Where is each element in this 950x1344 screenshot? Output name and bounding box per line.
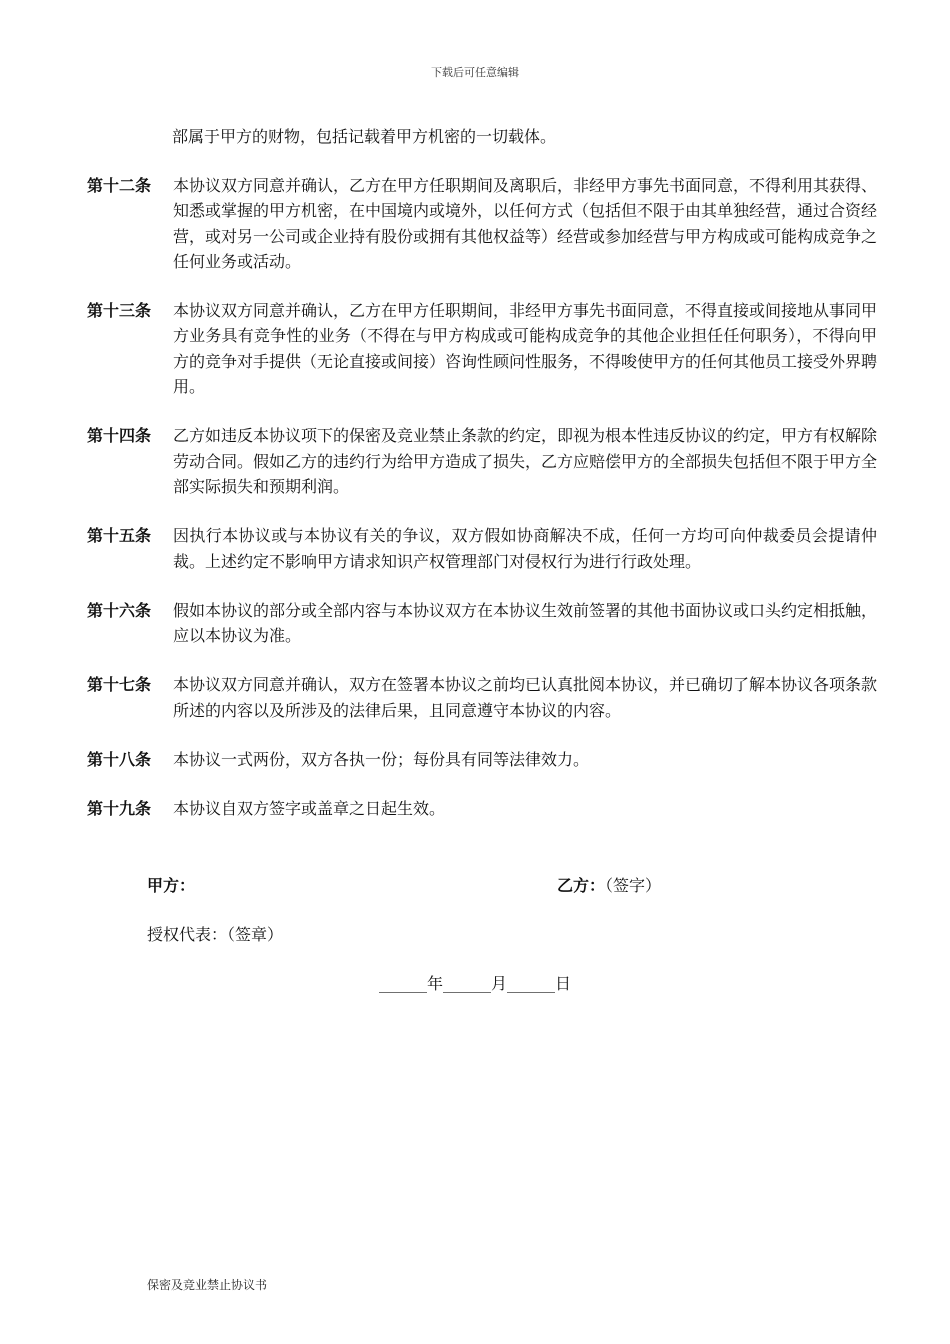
authorized-representative: 授权代表：（签章）: [147, 925, 284, 944]
party-a-label: 甲方：: [147, 876, 196, 895]
clause-label: 第十四条: [87, 426, 152, 446]
party-b-label: 乙方：: [557, 876, 606, 895]
clause-text: 本协议一式两份，双方各执一份；每份具有同等法律效力。: [173, 750, 590, 770]
document-footer-title: 保密及竞业禁止协议书: [147, 1278, 268, 1292]
date-line: ______年______月______日: [378, 974, 571, 993]
clause-13: [87, 298, 877, 399]
clause-12: [87, 173, 877, 274]
clause-label: 第十九条: [87, 799, 152, 819]
clause-text: 因执行本协议或与本协议有关的争议，双方假如协商解决不成，任何一方均可向仲裁委员会提请仲裁。上述约定不影响甲方请求知识产权管理部门对侵权行为进行行政处理。: [173, 526, 877, 571]
party-a-signature: [147, 873, 195, 896]
clause-label: 第十七条: [87, 675, 152, 695]
clause-text: 假如本协议的部分或全部内容与本协议双方在本协议生效前签署的其他书面协议或口头约定相抵触，应以本协议为准。: [173, 600, 878, 646]
party-b-signature: [557, 873, 661, 896]
clause-text: 本协议双方同意并确认，乙方在甲方任职期间，非经甲方事先书面同意，不得直接或间接地从事同甲方业务具有竞争性的业务（不得在与甲方构成或可能构成竞争的其他企业担任任何职务），不得向甲方的竞争对手提供（无论直接或间接）咨询性顾问性服务，不得唆使甲方的任何其他员工接受外界聘用。: [173, 301, 878, 397]
clause-17: [87, 672, 877, 723]
clause-text: 本协议双方同意并确认，乙方在甲方任职期间及离职后，非经甲方事先书面同意，不得利用其获得、知悉或掌握的甲方机密，在中国境内或境外，以任何方式（包括但不限于由其单独经营，通过合资经营，或对另一公司或企业持有股份或拥有其他权益等）经营或参加经营与甲方构成或可能构成竞争之任何业务或活动。: [173, 176, 878, 271]
clause-label: 第十五条: [87, 526, 152, 546]
clause-label: 第十六条: [87, 600, 152, 620]
clause-14: [87, 423, 877, 499]
clause-text: 本协议自双方签字或盖章之日起生效。: [173, 799, 446, 819]
clause-15: [87, 523, 877, 574]
clause-label: 第十二条: [87, 176, 152, 195]
clause-label: 第十三条: [87, 301, 152, 321]
clause-16: [87, 598, 877, 649]
clause-label: 第十八条: [87, 750, 152, 770]
clause-text: 乙方如违反本协议项下的保密及竞业禁止条款的约定，即视为根本性违反协议的约定，甲方有权解除劳动合同。假如乙方的违约行为给甲方造成了损失，乙方应赔偿甲方的全部损失包括但不限于甲方全部实际损失和预期利润。: [173, 426, 878, 496]
clause-continuation: 部属于甲方的财物，包括记载着甲方机密的一切载体。: [172, 127, 557, 146]
party-b-sign-note: （签字）: [605, 876, 662, 895]
clause-18: [87, 747, 877, 772]
page-header-note: 下载后可任意编辑: [431, 66, 519, 79]
clause-list: [87, 173, 877, 846]
clause-text: 本协议双方同意并确认，双方在签署本协议之前均已认真批阅本协议，并已确切了解本协议各项条款所述的内容以及所涉及的法律后果，且同意遵守本协议的内容。: [173, 675, 878, 720]
clause-19: [87, 796, 877, 821]
